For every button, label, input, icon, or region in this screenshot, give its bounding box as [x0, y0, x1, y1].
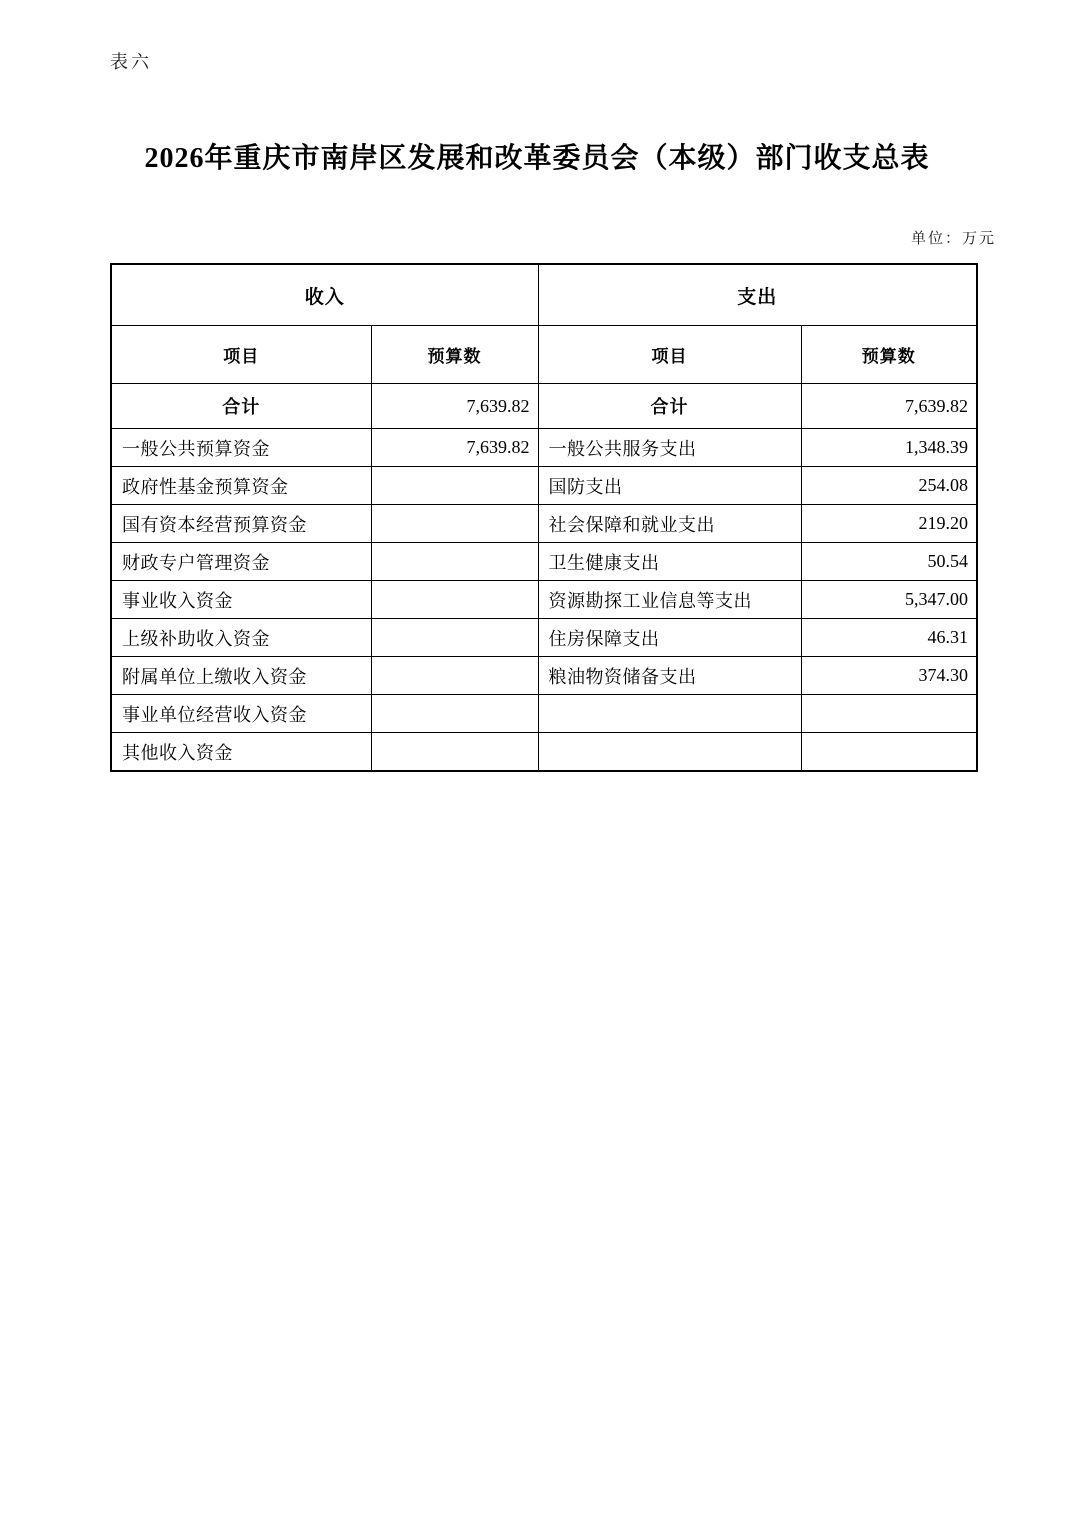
expense-item-cell: 社会保障和就业支出 — [538, 505, 801, 543]
income-section-header: 收入 — [111, 264, 538, 326]
expense-value-cell: 219.20 — [801, 505, 977, 543]
income-value-cell — [371, 505, 538, 543]
table-row — [111, 467, 977, 505]
income-item-header: 项目 — [111, 326, 371, 384]
expense-value-cell: 46.31 — [801, 619, 977, 657]
income-total-value: 7,639.82 — [371, 384, 538, 429]
table-row — [111, 619, 977, 657]
income-item-cell: 其他收入资金 — [111, 733, 371, 772]
income-item-cell: 财政专户管理资金 — [111, 543, 371, 581]
expense-item-header: 项目 — [538, 326, 801, 384]
total-row — [111, 384, 977, 429]
income-item-cell: 上级补助收入资金 — [111, 619, 371, 657]
expense-item-cell: 一般公共服务支出 — [538, 429, 801, 467]
unit-note: 单位：万元 — [910, 231, 996, 247]
income-value-cell: 7,639.82 — [371, 429, 538, 467]
expense-item-cell — [538, 733, 801, 772]
income-value-cell — [371, 581, 538, 619]
column-header-row — [111, 326, 977, 384]
income-item-cell: 附属单位上缴收入资金 — [111, 657, 371, 695]
expense-total-value: 7,639.82 — [801, 384, 977, 429]
expense-value-cell: 374.30 — [801, 657, 977, 695]
income-value-cell — [371, 695, 538, 733]
table-row — [111, 733, 977, 772]
income-item-cell: 一般公共预算资金 — [111, 429, 371, 467]
expense-value-cell — [801, 695, 977, 733]
expense-item-cell: 粮油物资储备支出 — [538, 657, 801, 695]
income-value-cell — [371, 657, 538, 695]
expense-section-header: 支出 — [538, 264, 977, 326]
expense-value-cell — [801, 733, 977, 772]
expense-total-label: 合计 — [538, 384, 801, 429]
expense-value-cell: 254.08 — [801, 467, 977, 505]
expense-value-cell: 50.54 — [801, 543, 977, 581]
table-number-label: 表六 — [110, 52, 152, 72]
income-total-label: 合计 — [111, 384, 371, 429]
expense-value-cell: 1,348.39 — [801, 429, 977, 467]
income-value-cell — [371, 733, 538, 772]
expense-budget-header: 预算数 — [801, 326, 977, 384]
table-row — [111, 695, 977, 733]
expense-item-cell: 资源勘探工业信息等支出 — [538, 581, 801, 619]
expense-item-cell: 住房保障支出 — [538, 619, 801, 657]
table-row — [111, 657, 977, 695]
table-row — [111, 505, 977, 543]
section-header-row — [111, 264, 977, 326]
income-value-cell — [371, 467, 538, 505]
table-row — [111, 543, 977, 581]
income-item-cell: 事业单位经营收入资金 — [111, 695, 371, 733]
expense-item-cell: 国防支出 — [538, 467, 801, 505]
income-value-cell — [371, 543, 538, 581]
income-item-cell: 国有资本经营预算资金 — [111, 505, 371, 543]
table-row — [111, 429, 977, 467]
income-budget-header: 预算数 — [371, 326, 538, 384]
document-title: 2026年重庆市南岸区发展和改革委员会（本级）部门收支总表 — [144, 143, 930, 174]
income-value-cell — [371, 619, 538, 657]
income-item-cell: 事业收入资金 — [111, 581, 371, 619]
expense-value-cell: 5,347.00 — [801, 581, 977, 619]
income-item-cell: 政府性基金预算资金 — [111, 467, 371, 505]
expense-item-cell: 卫生健康支出 — [538, 543, 801, 581]
table-row — [111, 581, 977, 619]
expense-item-cell — [538, 695, 801, 733]
budget-table — [110, 263, 978, 772]
